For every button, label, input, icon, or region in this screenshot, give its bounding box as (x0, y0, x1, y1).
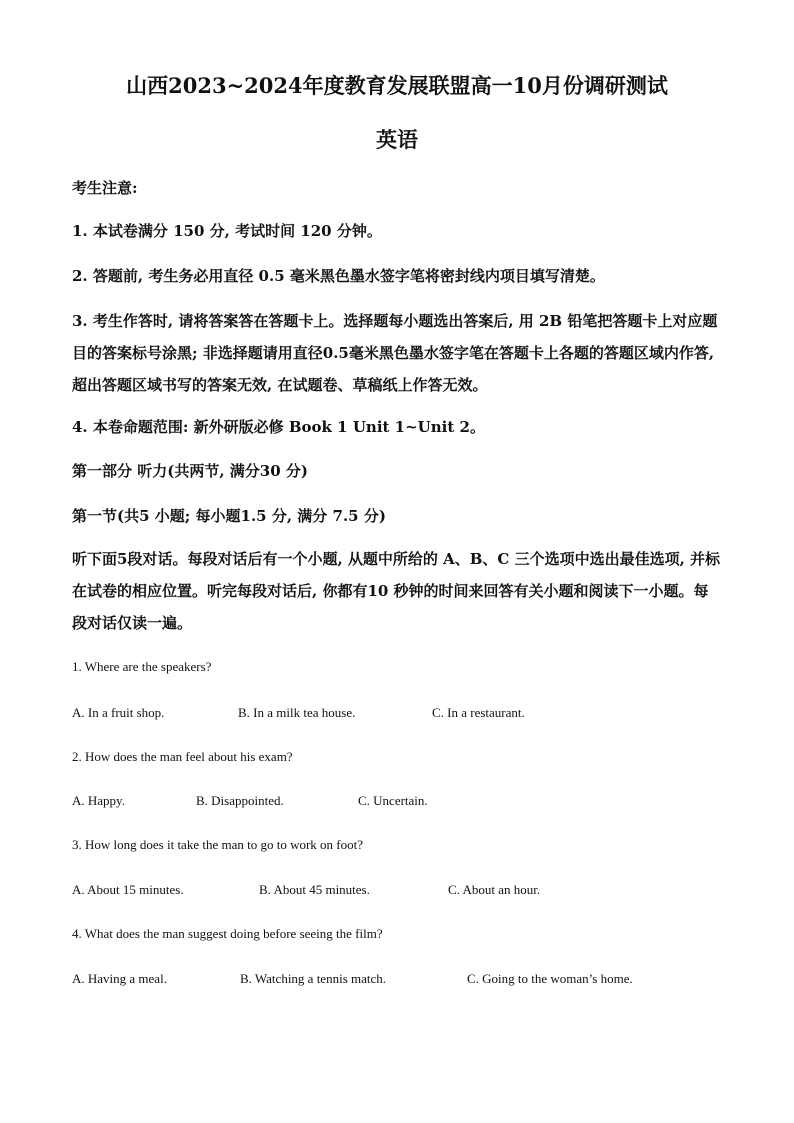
question-2-stem: 2. How does the man feel about his exam? (72, 749, 293, 764)
question-1-option-a: A. In a fruit shop. (72, 705, 165, 720)
exam-subject: 英语 (376, 127, 418, 152)
question-3-option-a: A. About 15 minutes. (72, 882, 184, 897)
question-1-option-b: B. In a milk tea house. (238, 705, 356, 720)
question-4-option-a: A. Having a meal. (72, 971, 167, 986)
question-4-option-c: C. Going to the woman’s home. (467, 971, 633, 986)
question-2-option-c: C. Uncertain. (358, 793, 428, 808)
question-2-option-b: B. Disappointed. (196, 793, 284, 808)
question-1-stem: 1. Where are the speakers? (72, 659, 212, 674)
notice-item-4: 4. 本卷命题范围: 新外研版必修 Book 1 Unit 1~Unit 2。 (72, 418, 485, 436)
question-3-option-b: B. About 45 minutes. (259, 882, 370, 897)
part1-heading: 第一部分 听力(共两节, 满分30 分) (72, 462, 308, 480)
question-3-option-c: C. About an hour. (448, 882, 541, 897)
question-4-option-b: B. Watching a tennis match. (240, 971, 387, 986)
notice-item-2: 2. 答题前, 考生务必用直径 0.5 毫米黑色墨水签字笔将密封线内项目填写清楚。 (72, 267, 605, 285)
listening-instructions: 听下面5段对话。每段对话后有一个小题, 从题中所给的 A、B、C 三个选项中选出最佳选项, 并标在试卷的相应位置。听完每段对话后, 你都有10 秒钟的时间来回答有关小题和阅读下一小题。每段对话仅读一遍。 (72, 550, 721, 632)
notice-item-1: 1. 本试卷满分 150 分, 考试时间 120 分钟。 (72, 222, 382, 240)
question-3-stem: 3. How long does it take the man to go to work on foot? (72, 837, 364, 852)
exam-title: 山西2023~2024年度教育发展联盟高一10月份调研测试 (126, 73, 668, 98)
section1-heading: 第一节(共5 小题; 每小题1.5 分, 满分 7.5 分) (72, 507, 386, 525)
notice-item-3: 3. 考生作答时, 请将答案答在答题卡上。选择题每小题选出答案后, 用 2B 铅笔把答题卡上对应题目的答案标号涂黑; 非选择题请用直径0.5毫米黑色墨水签字笔在答题卡上各题的答题区域内作答, 超出答题区域书写的答案无效, 在试题卷、草稿纸上作答无效。 (72, 312, 718, 394)
question-2-option-a: A. Happy. (72, 793, 125, 808)
notice-heading: 考生注意: (72, 179, 138, 197)
question-1-option-c: C. In a restaurant. (432, 705, 525, 720)
question-4-stem: 4. What does the man suggest doing before seeing the film? (72, 926, 383, 941)
